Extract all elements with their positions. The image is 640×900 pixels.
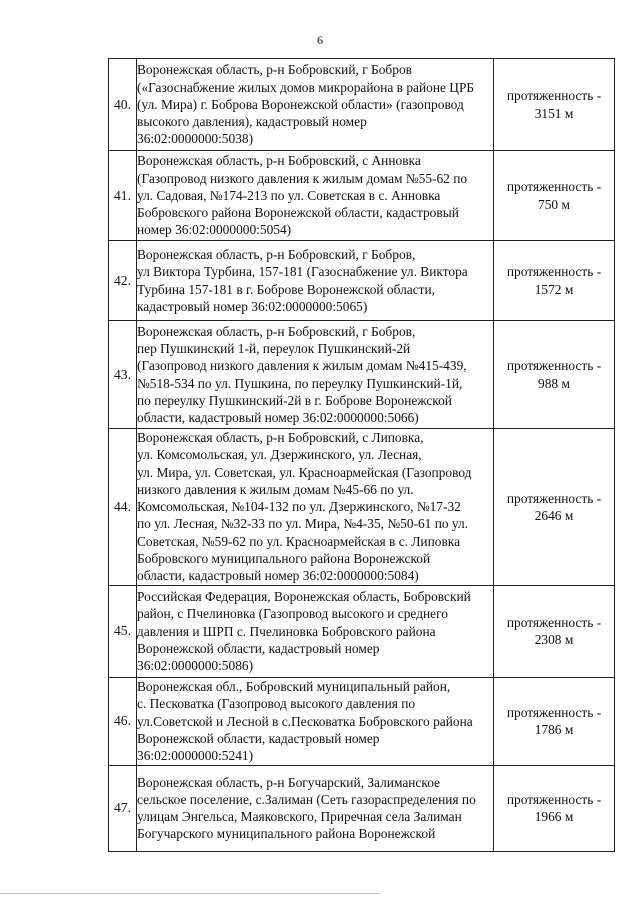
extent-cell	[494, 241, 615, 321]
gas-pipeline-registry-table	[108, 58, 615, 852]
extent-cell	[494, 585, 615, 677]
description-line: низкого давления к жилым домам №45-66 по ул.	[137, 481, 414, 497]
description-line: высокого давления), кадастровый номер	[137, 114, 367, 130]
row-number: 42.	[109, 241, 137, 321]
object-description	[137, 585, 494, 677]
scan-edge-line	[0, 893, 380, 894]
description-line: Воронежская область, р-н Бобровский, с Анновка	[137, 153, 421, 169]
extent-cell	[494, 677, 615, 765]
object-description	[137, 765, 494, 851]
extent-value: 1572 м	[534, 281, 574, 297]
description-line: Турбина 157-181 в г. Боброве Воронежской области,	[137, 281, 436, 297]
description-line: по ул. Лесная, №32-33 по ул. Мира, №4-35, №50-61 по ул.	[137, 516, 469, 532]
description-line: (Газопровод низкого давления к жилым домам №415-439,	[137, 358, 467, 374]
object-description	[137, 151, 494, 241]
description-line: Воронежской области, кадастровый номер	[137, 730, 380, 746]
page-number: 6	[317, 33, 323, 47]
extent-label: протяженность -	[506, 264, 602, 280]
description-line: район, с Пчелиновка (Газопровод высокого и среднего	[137, 606, 448, 622]
table-row	[109, 59, 615, 151]
description-line: улицам Энгельса, Маяковского, Приречная села Залиман	[137, 809, 462, 825]
description-line: ул.Советской и Лесной в с.Песковатка Бобровского района	[137, 713, 473, 729]
extent-label: протяженность -	[506, 88, 602, 104]
description-line: с. Песковатка (Газопровод высокого давления по	[137, 696, 416, 712]
description-line: области, кадастровый номер 36:02:0000000:5066)	[137, 410, 419, 426]
object-description	[137, 321, 494, 429]
description-line: Воронежская область, р-н Бобровский, г Бобров	[137, 62, 412, 78]
description-line: Богучарского муниципального района Воронежской	[137, 826, 436, 842]
extent-label: протяженность -	[506, 791, 602, 807]
object-description	[137, 59, 494, 151]
table-row	[109, 585, 615, 677]
description-line: Бобровского муниципального района Воронежской	[137, 551, 431, 567]
extent-value: 750 м	[538, 196, 570, 212]
description-line: 36:02:0000000:5086)	[137, 658, 254, 674]
description-line: области, кадастровый номер 36:02:0000000:5084)	[137, 568, 419, 584]
description-line: №518-534 по ул. Пушкина, по переулку Пушкинский-1й,	[137, 375, 463, 391]
description-line: Российская Федерация, Воронежская область, Бобровский	[137, 588, 471, 604]
extent-label: протяженность -	[506, 490, 602, 506]
table-row	[109, 765, 615, 851]
row-number: 45.	[109, 585, 137, 677]
description-line: Воронежская обл., Бобровский муниципальный район,	[137, 678, 451, 694]
table-row	[109, 677, 615, 765]
table-row	[109, 151, 615, 241]
extent-cell	[494, 59, 615, 151]
extent-value: 3151 м	[534, 105, 574, 121]
description-line: по переулку Пушкинский-2й в г. Боброве Воронежской	[137, 392, 452, 408]
object-description	[137, 677, 494, 765]
description-line: 36:02:0000000:5038)	[137, 131, 254, 147]
extent-cell	[494, 429, 615, 586]
description-line: («Газоснабжение жилых домов микрорайона в районе ЦРБ	[137, 79, 475, 95]
description-line: номер 36:02:0000000:5054)	[137, 222, 292, 238]
extent-cell	[494, 765, 615, 851]
description-line: Воронежская область, р-н Бобровский, г Бобров,	[137, 323, 416, 339]
extent-value: 1966 м	[534, 809, 574, 825]
row-number: 44.	[109, 429, 137, 586]
extent-label: протяженность -	[506, 704, 602, 720]
description-line: Советская, №59-62 по ул. Красноармейская в с. Липовка	[137, 533, 461, 549]
extent-value: 2308 м	[534, 632, 574, 648]
extent-value: 1786 м	[534, 722, 574, 738]
description-line: ул. Комсомольская, ул. Дзержинского, ул. Лесная,	[137, 447, 422, 463]
description-line: сельское поселение, с.Залиман (Сеть газораспределения по	[137, 791, 476, 807]
object-description	[137, 429, 494, 586]
description-line: ул. Мира, ул. Советская, ул. Красноармейская (Газопровод	[137, 464, 472, 480]
description-line: ул. Садовая, №174-213 по ул. Советская в с. Анновка	[137, 187, 441, 203]
description-line: пер Пушкинский 1-й, переулок Пушкинский-2й	[137, 340, 411, 356]
description-line: ул Виктора Турбина, 157-181 (Газоснабжение ул. Виктора	[137, 264, 468, 280]
extent-value: 2646 м	[534, 507, 574, 523]
table-row	[109, 241, 615, 321]
description-line: Воронежская область, р-н Богучарский, Залиманское	[137, 774, 441, 790]
row-number: 43.	[109, 321, 137, 429]
extent-cell	[494, 321, 615, 429]
row-number: 40.	[109, 59, 137, 151]
description-line: Воронежская область, р-н Бобровский, г Бобров,	[137, 246, 416, 262]
table-row	[109, 429, 615, 586]
description-line: Воронежской области, кадастровый номер	[137, 640, 380, 656]
object-description	[137, 241, 494, 321]
row-number: 46.	[109, 677, 137, 765]
row-number: 41.	[109, 151, 137, 241]
extent-cell	[494, 151, 615, 241]
description-line: Бобровского района Воронежской области, кадастровый	[137, 205, 459, 221]
description-line: (ул. Мира) г. Боброва Воронежской области» (газопровод	[137, 96, 464, 112]
extent-label: протяженность -	[506, 614, 602, 630]
description-line: Воронежская область, р-н Бобровский, с Липовка,	[137, 430, 424, 445]
table-row	[109, 321, 615, 429]
description-line: 36:02:0000000:5241)	[137, 748, 254, 764]
extent-label: протяженность -	[506, 179, 602, 195]
extent-value: 988 м	[538, 375, 570, 391]
description-line: кадастровый номер 36:02:0000000:5065)	[137, 298, 368, 314]
extent-label: протяженность -	[506, 358, 602, 374]
description-line: Комсомольская, №104-132 по ул. Дзержинского, №17-32	[137, 499, 461, 515]
description-line: (Газопровод низкого давления к жилым домам №55-62 по	[137, 170, 468, 186]
description-line: давления и ШРП с. Пчелиновка Бобровского района	[137, 623, 436, 639]
row-number: 47.	[109, 765, 137, 851]
registry-table-body	[109, 59, 615, 852]
